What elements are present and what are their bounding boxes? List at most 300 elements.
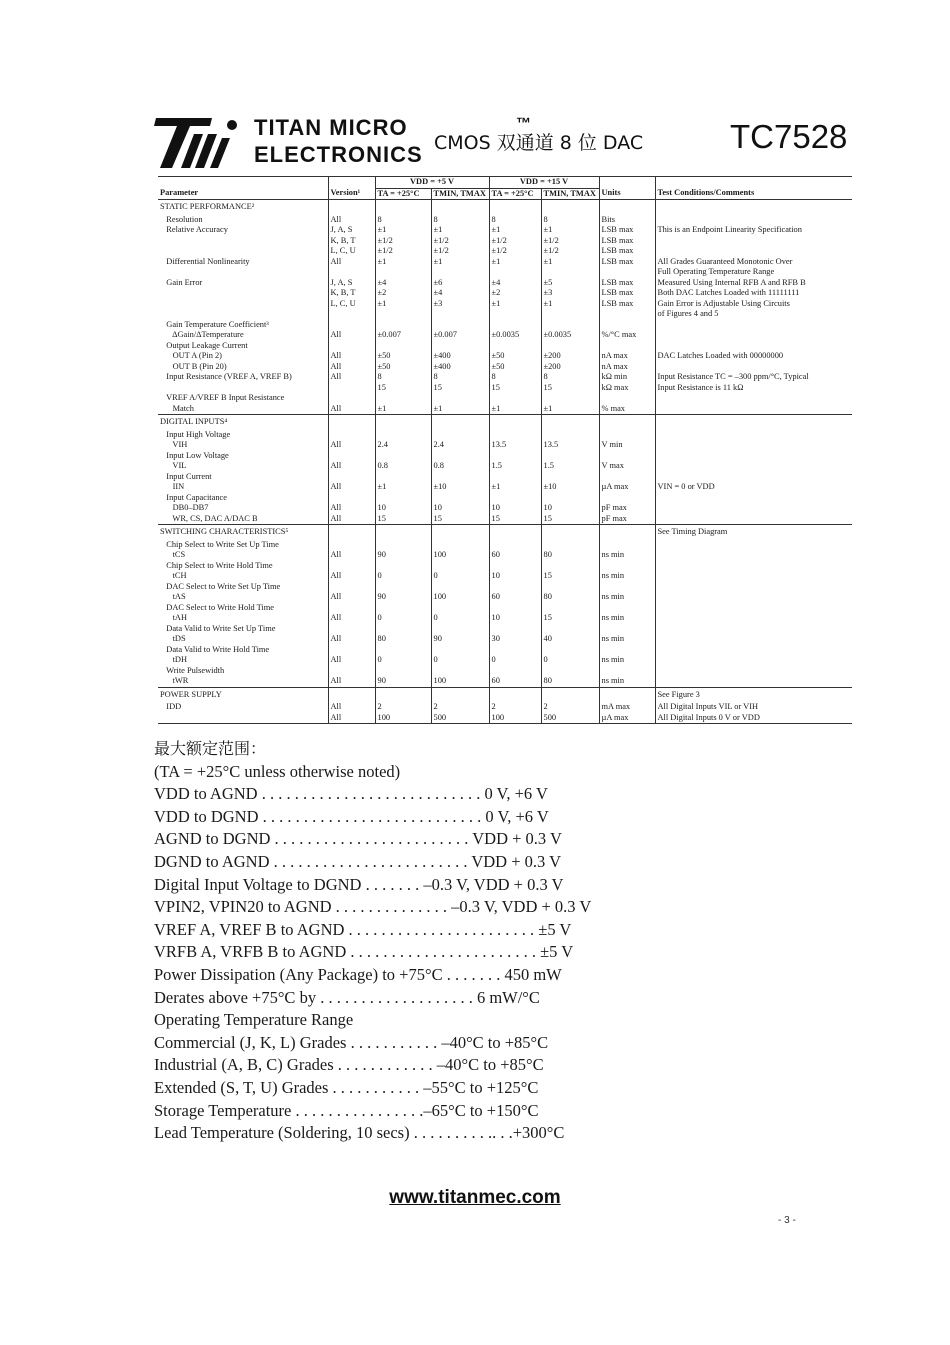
- specifications-body: [158, 200, 852, 724]
- cell-ta-5v: 80: [375, 634, 431, 645]
- cell-tmin-15v: [541, 451, 599, 462]
- cell-conditions: Gain Error is Adjustable Using Circuits: [655, 299, 852, 310]
- cell-version: [328, 200, 375, 215]
- cell-conditions: [655, 430, 852, 441]
- cell-ta-5v: [375, 582, 431, 593]
- cell-parameter: Input Resistance (VREF A, VREF B): [160, 372, 292, 381]
- cell-ta-15v: 8: [489, 372, 541, 383]
- cell-ta-15v: ±1: [489, 225, 541, 236]
- cell-parameter: SWITCHING CHARACTERISTICS⁵: [158, 525, 328, 540]
- table-row: [158, 288, 852, 299]
- table-row: [158, 666, 852, 677]
- table-row: [158, 372, 852, 383]
- cell-ta-5v: ±0.007: [375, 330, 431, 341]
- cell-ta-5v: [375, 687, 431, 702]
- cell-tmin-5v: [431, 645, 489, 656]
- table-row: [158, 440, 852, 451]
- cell-tmin-15v: [541, 540, 599, 551]
- table-row: [158, 257, 852, 268]
- cell-conditions: [655, 246, 852, 257]
- rating-line: Extended (S, T, U) Grades . . . . . . . . . . . –55°C to +125°C: [154, 1077, 539, 1097]
- cell-ta-15v: 30: [489, 634, 541, 645]
- cell-ta-15v: 10: [489, 613, 541, 624]
- cell-version: All: [328, 655, 375, 666]
- document-subtitle: CMOS 双通道 8 位 DAC: [434, 132, 644, 154]
- col-tmin-15v: TMIN, TMAX: [541, 188, 599, 200]
- rating-line: DGND to AGND . . . . . . . . . . . . . . . . . . . . . . . . VDD + 0.3 V: [154, 851, 561, 871]
- cell-units: nA max: [599, 351, 655, 362]
- cell-conditions: See Figure 3: [655, 687, 852, 702]
- cell-ta-15v: ±1: [489, 482, 541, 493]
- table-row: [158, 582, 852, 593]
- cell-conditions: [655, 582, 852, 593]
- cell-ta-15v: [489, 525, 541, 540]
- cell-tmin-5v: 100: [431, 676, 489, 687]
- brand-line-2: ELECTRONICS: [254, 142, 423, 167]
- cell-ta-15v: 2: [489, 702, 541, 713]
- cell-ta-5v: 2.4: [375, 440, 431, 451]
- cell-tmin-5v: 90: [431, 634, 489, 645]
- cell-ta-15v: [489, 393, 541, 404]
- cell-tmin-5v: ±400: [431, 362, 489, 373]
- cell-tmin-5v: 2: [431, 702, 489, 713]
- cell-units: V min: [599, 440, 655, 451]
- cell-version: K, B, T: [328, 288, 375, 299]
- cell-tmin-5v: 10: [431, 503, 489, 514]
- cell-tmin-5v: 100: [431, 550, 489, 561]
- cell-tmin-5v: [431, 309, 489, 320]
- cell-tmin-15v: [541, 603, 599, 614]
- part-number: TC7528: [730, 118, 848, 155]
- cell-ta-5v: 90: [375, 592, 431, 603]
- cell-ta-5v: 2: [375, 702, 431, 713]
- cell-tmin-5v: [431, 687, 489, 702]
- cell-tmin-15v: ±1/2: [541, 236, 599, 247]
- table-row: [158, 624, 852, 635]
- cell-ta-15v: [489, 687, 541, 702]
- cell-version: [328, 582, 375, 593]
- cell-units: mA max: [599, 702, 655, 713]
- cell-units: [599, 582, 655, 593]
- cell-ta-5v: ±1/2: [375, 246, 431, 257]
- cell-ta-5v: [375, 451, 431, 462]
- rating-line: VPIN2, VPIN20 to AGND . . . . . . . . . . . . . . –0.3 V, VDD + 0.3 V: [154, 897, 592, 917]
- cell-parameter: ΔGain/ΔTemperature: [160, 330, 244, 339]
- cell-tmin-15v: 15: [541, 571, 599, 582]
- supply-5v-header: VDD = +5 V: [375, 177, 489, 189]
- cell-conditions: [655, 655, 852, 666]
- cell-conditions: [655, 592, 852, 603]
- cell-tmin-15v: ±1: [541, 257, 599, 268]
- cell-units: nA max: [599, 362, 655, 373]
- cell-units: LSB max: [599, 278, 655, 289]
- table-row: [158, 351, 852, 362]
- cell-units: LSB max: [599, 299, 655, 310]
- cell-parameter: [158, 288, 328, 299]
- cell-tmin-5v: 8: [431, 215, 489, 226]
- cell-tmin-15v: [541, 525, 599, 540]
- cell-conditions: [655, 514, 852, 525]
- cell-conditions: [655, 561, 852, 572]
- cell-tmin-5v: [431, 561, 489, 572]
- cell-parameter: DAC Select to Write Hold Time: [160, 602, 274, 612]
- cell-units: [599, 624, 655, 635]
- footer-website-link[interactable]: www.titanmec.com: [389, 1187, 561, 1208]
- cell-parameter: Relative Accuracy: [160, 225, 228, 234]
- cell-units: [599, 415, 655, 430]
- cell-tmin-15v: [541, 341, 599, 352]
- cell-tmin-15v: ±200: [541, 351, 599, 362]
- cell-version: All: [328, 362, 375, 373]
- cell-version: All: [328, 351, 375, 362]
- table-row: [158, 309, 852, 320]
- cell-conditions: [655, 503, 852, 514]
- table-row: [158, 430, 852, 441]
- cell-tmin-5v: ±1/2: [431, 246, 489, 257]
- table-row: [158, 225, 852, 236]
- cell-units: ns min: [599, 676, 655, 687]
- cell-version: All: [328, 592, 375, 603]
- cell-ta-15v: [489, 415, 541, 430]
- cell-ta-5v: [375, 561, 431, 572]
- cell-ta-5v: ±50: [375, 351, 431, 362]
- cell-tmin-5v: [431, 540, 489, 551]
- cell-units: LSB max: [599, 288, 655, 299]
- cell-conditions: [655, 676, 852, 687]
- cell-parameter: IIN: [160, 482, 185, 491]
- cell-tmin-15v: [541, 430, 599, 441]
- table-row: [158, 215, 852, 226]
- cell-conditions: of Figures 4 and 5: [655, 309, 852, 320]
- table-row: [158, 451, 852, 462]
- cell-tmin-15v: 13.5: [541, 440, 599, 451]
- cell-ta-15v: 60: [489, 676, 541, 687]
- cell-units: [599, 341, 655, 352]
- table-row: [158, 655, 852, 666]
- cell-conditions: [655, 550, 852, 561]
- cell-ta-5v: [375, 393, 431, 404]
- cell-conditions: This is an Endpoint Linearity Specification: [655, 225, 852, 236]
- cell-conditions: VIN = 0 or VDD: [655, 482, 852, 493]
- cell-parameter: Chip Select to Write Hold Time: [160, 560, 273, 570]
- cell-tmin-5v: 100: [431, 592, 489, 603]
- titan-micro-logo: [150, 112, 245, 172]
- cell-parameter: VIL: [160, 461, 187, 470]
- cell-tmin-5v: [431, 624, 489, 635]
- cell-ta-15v: 15: [489, 514, 541, 525]
- absolute-maximum-ratings: [154, 738, 591, 1145]
- cell-ta-15v: ±2: [489, 288, 541, 299]
- cell-units: Bits: [599, 215, 655, 226]
- cell-ta-5v: [375, 493, 431, 504]
- cell-ta-15v: 13.5: [489, 440, 541, 451]
- cell-version: All: [328, 257, 375, 268]
- cell-conditions: Input Resistance is 11 kΩ: [655, 383, 852, 394]
- cell-version: [328, 540, 375, 551]
- cell-ta-5v: 0: [375, 613, 431, 624]
- rating-line: VDD to AGND . . . . . . . . . . . . . . . . . . . . . . . . . . . 0 V, +6 V: [154, 784, 548, 804]
- cell-conditions: [655, 603, 852, 614]
- cell-parameter: [158, 309, 328, 320]
- table-row: [158, 540, 852, 551]
- cell-ta-5v: ±1: [375, 225, 431, 236]
- cell-ta-5v: [375, 309, 431, 320]
- cell-conditions: See Timing Diagram: [655, 525, 852, 540]
- cell-ta-5v: 0: [375, 571, 431, 582]
- table-row: [158, 561, 852, 572]
- cell-version: K, B, T: [328, 236, 375, 247]
- cell-conditions: [655, 666, 852, 677]
- cell-parameter: tCS: [160, 550, 186, 559]
- cell-tmin-15v: [541, 561, 599, 572]
- cell-conditions: [655, 440, 852, 451]
- cell-ta-15v: [489, 493, 541, 504]
- cell-ta-15v: [489, 540, 541, 551]
- cell-ta-15v: [489, 645, 541, 656]
- cell-tmin-5v: 0: [431, 571, 489, 582]
- cell-parameter: STATIC PERFORMANCE²: [158, 200, 328, 215]
- cell-units: [599, 451, 655, 462]
- cell-tmin-5v: 15: [431, 514, 489, 525]
- cell-units: pF max: [599, 514, 655, 525]
- cell-ta-15v: 10: [489, 571, 541, 582]
- table-row: [158, 299, 852, 310]
- cell-parameter: tWR: [160, 676, 189, 685]
- cell-version: L, C, U: [328, 246, 375, 257]
- table-row: [158, 320, 852, 331]
- cell-tmin-5v: [431, 493, 489, 504]
- cell-version: [328, 267, 375, 278]
- table-row: [158, 415, 852, 430]
- cell-version: All: [328, 571, 375, 582]
- table-row: [158, 404, 852, 415]
- rating-line: Power Dissipation (Any Package) to +75°C . . . . . . . 450 mW: [154, 964, 562, 984]
- cell-units: LSB max: [599, 225, 655, 236]
- cell-units: LSB max: [599, 246, 655, 257]
- cell-tmin-5v: [431, 341, 489, 352]
- cell-parameter: [158, 267, 328, 278]
- cell-version: [328, 415, 375, 430]
- cell-ta-5v: ±1: [375, 257, 431, 268]
- cell-ta-5v: ±1: [375, 299, 431, 310]
- cell-ta-15v: 100: [489, 713, 541, 724]
- cell-tmin-5v: [431, 320, 489, 331]
- cell-ta-5v: ±1: [375, 482, 431, 493]
- cell-ta-5v: ±50: [375, 362, 431, 373]
- cell-parameter: tAH: [160, 613, 187, 622]
- cell-units: pF max: [599, 503, 655, 514]
- table-row: [158, 687, 852, 702]
- col-tmin-5v: TMIN, TMAX: [431, 188, 489, 200]
- cell-version: All: [328, 404, 375, 415]
- table-row: [158, 592, 852, 603]
- cell-parameter: [158, 246, 328, 257]
- cell-version: [328, 393, 375, 404]
- ratings-title: 最大额定范围：: [154, 739, 267, 758]
- cell-version: All: [328, 440, 375, 451]
- cell-ta-15v: 60: [489, 550, 541, 561]
- cell-tmin-15v: 15: [541, 514, 599, 525]
- cell-ta-5v: [375, 200, 431, 215]
- cell-tmin-5v: 0.8: [431, 461, 489, 472]
- cell-ta-15v: ±1/2: [489, 236, 541, 247]
- cell-ta-5v: ±1/2: [375, 236, 431, 247]
- cell-version: All: [328, 613, 375, 624]
- cell-tmin-15v: [541, 645, 599, 656]
- cell-tmin-5v: 2.4: [431, 440, 489, 451]
- cell-parameter: Data Valid to Write Hold Time: [160, 644, 270, 654]
- cell-version: All: [328, 461, 375, 472]
- cell-conditions: [655, 461, 852, 472]
- cell-tmin-5v: ±3: [431, 299, 489, 310]
- cell-units: µA max: [599, 482, 655, 493]
- cell-conditions: [655, 320, 852, 331]
- cell-conditions: Input Resistance TC = –300 ppm/°C, Typical: [655, 372, 852, 383]
- cell-ta-15v: [489, 472, 541, 483]
- cell-tmin-5v: [431, 393, 489, 404]
- cell-conditions: [655, 236, 852, 247]
- table-row: [158, 246, 852, 257]
- page-header: [150, 112, 855, 174]
- cell-units: ns min: [599, 655, 655, 666]
- cell-version: [328, 645, 375, 656]
- cell-conditions: [655, 330, 852, 341]
- cell-ta-5v: ±4: [375, 278, 431, 289]
- cell-ta-15v: [489, 320, 541, 331]
- cell-units: ns min: [599, 571, 655, 582]
- cell-tmin-15v: [541, 624, 599, 635]
- cell-conditions: [655, 624, 852, 635]
- rating-line: Commercial (J, K, L) Grades . . . . . . . . . . . –40°C to +85°C: [154, 1032, 549, 1052]
- cell-units: %/°C max: [599, 330, 655, 341]
- cell-conditions: [655, 451, 852, 462]
- rating-line: Operating Temperature Range: [154, 1010, 354, 1030]
- col-units: Units: [599, 188, 655, 200]
- cell-conditions: [655, 472, 852, 483]
- cell-ta-15v: 1.5: [489, 461, 541, 472]
- ratings-list: [154, 761, 591, 1145]
- cell-version: [328, 451, 375, 462]
- rating-line: Storage Temperature . . . . . . . . . . . . . . . .–65°C to +150°C: [154, 1100, 539, 1120]
- cell-ta-15v: [489, 624, 541, 635]
- cell-version: [328, 320, 375, 331]
- cell-conditions: Both DAC Latches Loaded with 11111111: [655, 288, 852, 299]
- cell-version: [328, 561, 375, 572]
- cell-conditions: [655, 571, 852, 582]
- col-version: Version¹: [328, 188, 375, 200]
- cell-parameter: tAS: [160, 592, 186, 601]
- cell-ta-15v: [489, 666, 541, 677]
- cell-conditions: [655, 540, 852, 551]
- cell-ta-5v: [375, 267, 431, 278]
- cell-tmin-15v: [541, 200, 599, 215]
- cell-units: [599, 645, 655, 656]
- cell-conditions: All Digital Inputs 0 V or VDD: [655, 713, 852, 724]
- cell-tmin-15v: 15: [541, 613, 599, 624]
- cell-ta-5v: 0: [375, 655, 431, 666]
- cell-version: All: [328, 215, 375, 226]
- cell-units: kΩ min: [599, 372, 655, 383]
- cell-version: [328, 472, 375, 483]
- cell-ta-15v: [489, 582, 541, 593]
- cell-tmin-15v: 8: [541, 215, 599, 226]
- cell-parameter: [158, 383, 328, 394]
- cell-conditions: DAC Latches Loaded with 00000000: [655, 351, 852, 362]
- cell-version: [328, 666, 375, 677]
- table-row: [158, 676, 852, 687]
- cell-ta-5v: [375, 540, 431, 551]
- table-row: [158, 472, 852, 483]
- cell-conditions: [655, 645, 852, 656]
- cell-parameter: [158, 236, 328, 247]
- cell-version: All: [328, 634, 375, 645]
- cell-parameter: IDD: [160, 702, 182, 711]
- col-conditions: Test Conditions/Comments: [655, 188, 852, 200]
- cell-tmin-5v: ±4: [431, 288, 489, 299]
- cell-units: [599, 603, 655, 614]
- cell-conditions: [655, 415, 852, 430]
- table-row: [158, 267, 852, 278]
- cell-parameter: Gain Error: [160, 277, 203, 287]
- cell-tmin-15v: 10: [541, 503, 599, 514]
- cell-tmin-15v: 80: [541, 592, 599, 603]
- cell-conditions: [655, 341, 852, 352]
- table-row: [158, 341, 852, 352]
- cell-units: [599, 309, 655, 320]
- cell-units: [599, 666, 655, 677]
- table-row: [158, 482, 852, 493]
- cell-ta-15v: 15: [489, 383, 541, 394]
- cell-conditions: [655, 215, 852, 226]
- cell-tmin-15v: [541, 267, 599, 278]
- cell-tmin-5v: 15: [431, 383, 489, 394]
- cell-units: [599, 430, 655, 441]
- cell-parameter: Chip Select to Write Set Up Time: [160, 539, 279, 549]
- cell-tmin-15v: ±1: [541, 404, 599, 415]
- rating-line: VREF A, VREF B to AGND . . . . . . . . . . . . . . . . . . . . . . . ±5 V: [154, 919, 572, 939]
- cell-ta-5v: 8: [375, 215, 431, 226]
- cell-units: [599, 540, 655, 551]
- cell-tmin-5v: ±1: [431, 404, 489, 415]
- cell-units: [599, 525, 655, 540]
- cell-parameter: Input Current: [160, 471, 212, 481]
- cell-tmin-5v: [431, 415, 489, 430]
- table-row: [158, 634, 852, 645]
- cell-tmin-5v: [431, 603, 489, 614]
- cell-parameter: Differential Nonlinearity: [160, 256, 250, 266]
- cell-tmin-15v: 0: [541, 655, 599, 666]
- cell-ta-15v: [489, 451, 541, 462]
- cell-parameter: [158, 299, 328, 310]
- cell-ta-5v: [375, 624, 431, 635]
- cell-conditions: Full Operating Temperature Range: [655, 267, 852, 278]
- cell-ta-15v: [489, 430, 541, 441]
- cell-tmin-15v: ±200: [541, 362, 599, 373]
- cell-units: ns min: [599, 550, 655, 561]
- table-row: [158, 200, 852, 215]
- cell-tmin-5v: ±1: [431, 225, 489, 236]
- cell-version: All: [328, 503, 375, 514]
- cell-tmin-15v: ±10: [541, 482, 599, 493]
- cell-conditions: [655, 613, 852, 624]
- table-row: [158, 514, 852, 525]
- cell-conditions: All Grades Guaranteed Monotonic Over: [655, 257, 852, 268]
- cell-version: [328, 309, 375, 320]
- cell-units: [599, 200, 655, 215]
- cell-parameter: Output Leakage Current: [160, 340, 248, 350]
- cell-version: J, A, S: [328, 225, 375, 236]
- cell-tmin-5v: [431, 267, 489, 278]
